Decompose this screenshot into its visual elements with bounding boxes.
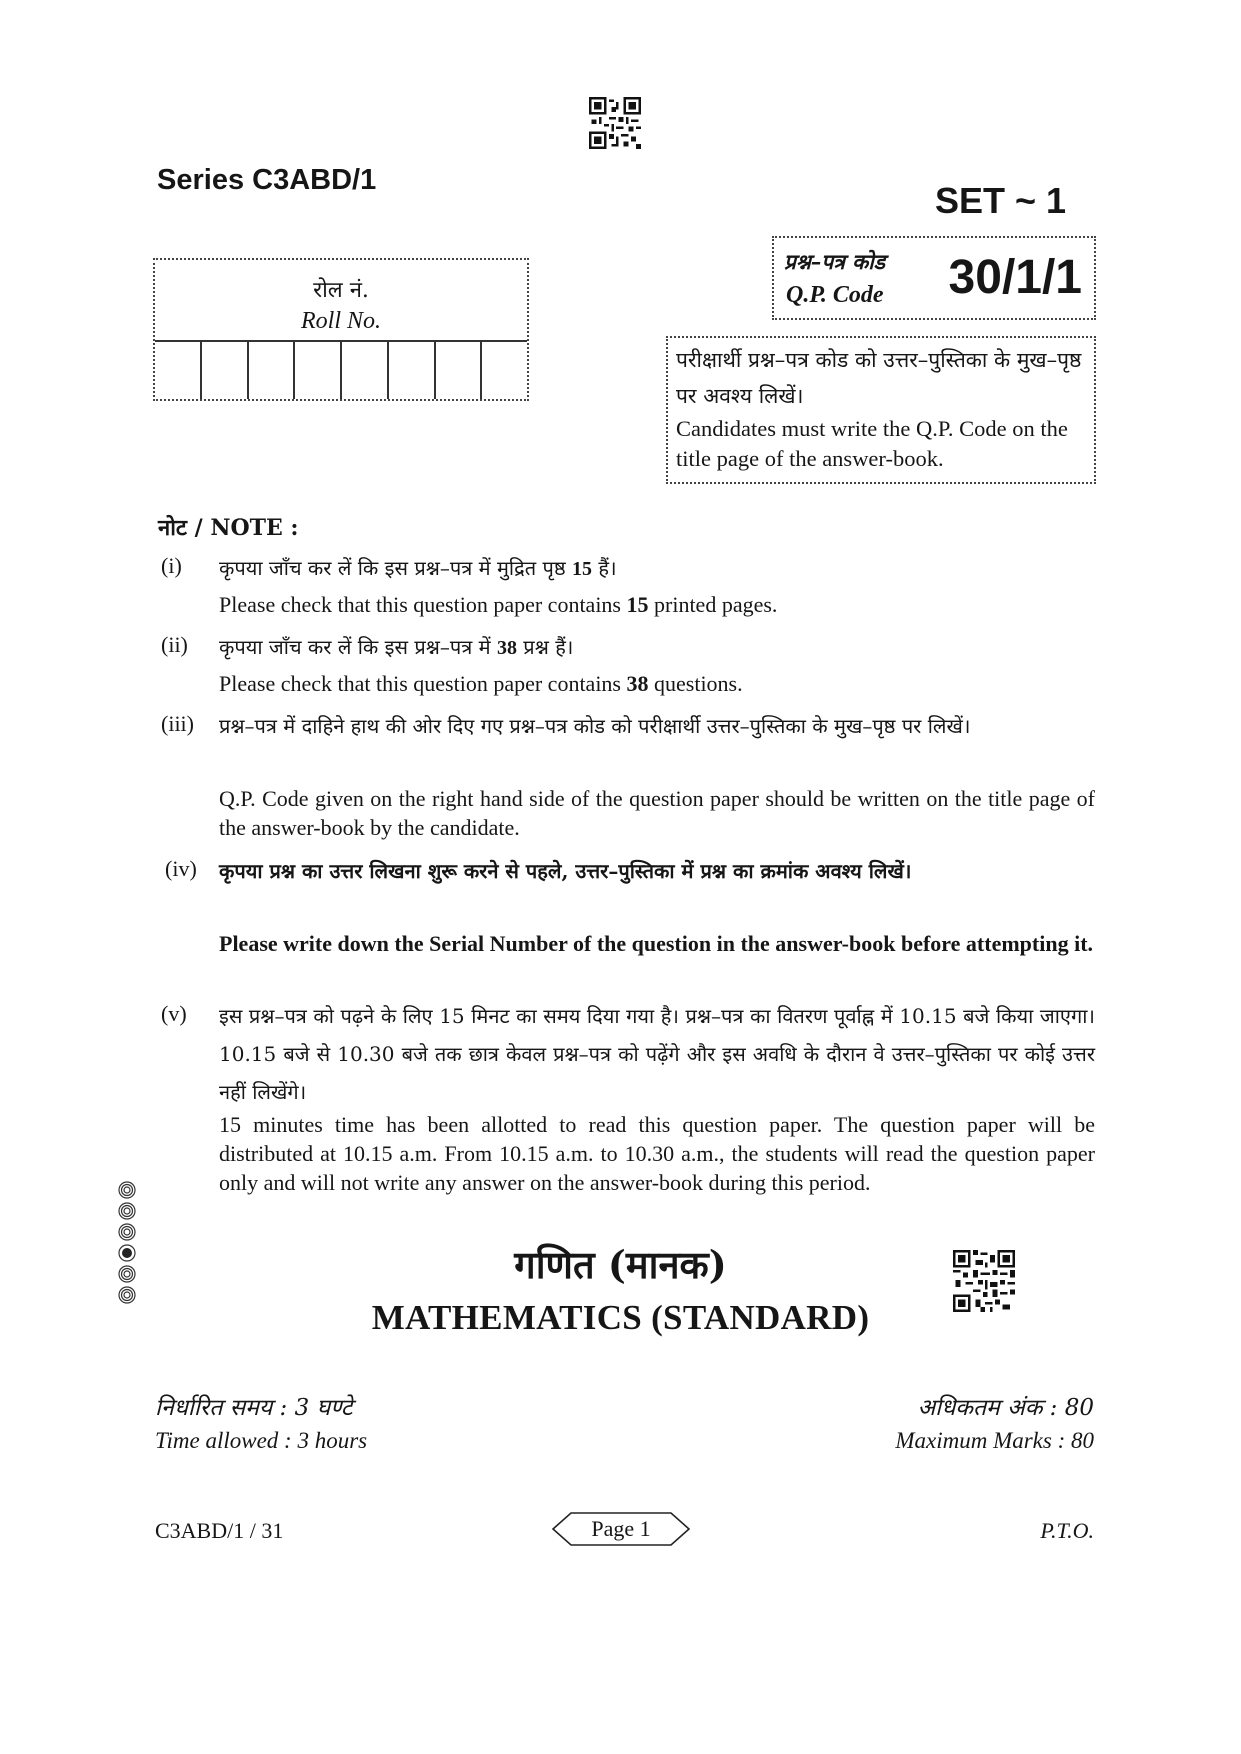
roll-cell[interactable] xyxy=(342,342,389,399)
spiral-icon xyxy=(118,1202,136,1220)
note-item-number: (ii) xyxy=(161,632,188,657)
note-item-hindi: कृपया जाँच कर लें कि इस प्रश्न–पत्र में 38 प्रश्न हैं। xyxy=(219,635,574,659)
set-label: SET ~ 1 xyxy=(935,180,1067,221)
note-item-english: 15 minutes time has been allotted to read this question paper. The question paper will be distributed at 10.15 a.m. From 10.15 a.m. to 10.30 a.m., the students will read the question paper only and will not write any answer on the answer-book during this period. xyxy=(219,1112,1095,1195)
qp-code-box xyxy=(772,236,1096,320)
qp-instruction-hindi: परीक्षार्थी प्रश्न–पत्र कोड को उत्तर–पुस्तिका के मुख–पृष्ठ पर अवश्य लिखें। xyxy=(676,348,1082,408)
note-item-english: Please write down the Serial Number of the question in the answer-book before attempting it. xyxy=(219,931,1094,956)
note-item-hindi: प्रश्न–पत्र में दाहिने हाथ की ओर दिए गए प्रश्न–पत्र कोड को परीक्षार्थी उत्तर–पुस्तिका के मुख–पृष्ठ पर लिखें। xyxy=(219,714,971,738)
spiral-icon xyxy=(118,1181,136,1199)
footer-paper-code: C3ABD/1 / 31 xyxy=(155,1518,284,1543)
qr-code-subject xyxy=(953,1250,1015,1312)
roll-cell[interactable] xyxy=(155,342,202,399)
roll-cell[interactable] xyxy=(482,342,527,399)
roll-label-english: Roll No. xyxy=(300,308,381,334)
note-item-number: (iv) xyxy=(165,856,197,881)
roll-cell[interactable] xyxy=(295,342,342,399)
roll-number-cells xyxy=(155,340,527,399)
qp-code-label-hindi: प्रश्न–पत्र कोड xyxy=(784,249,885,274)
note-item-hindi: इस प्रश्न–पत्र को पढ़ने के लिए 15 मिनट का समय दिया गया है। प्रश्न–पत्र का वितरण पूर्वाह्न में 10.15 बजे किया जाएगा। 10.15 बजे से 10.30 बजे तक छात्र केवल प्रश्न–पत्र को पढ़ेंगे और इस अवधि के दौरान वे उत्तर–पुस्तिका पर कोई उत्तर नहीं लिखेंगे। xyxy=(219,1004,1095,1104)
roll-label-hindi: रोल नं. xyxy=(313,278,369,303)
time-allowed-english: Time allowed : 3 hours xyxy=(155,1428,368,1453)
pto-label: P.T.O. xyxy=(1040,1518,1094,1543)
series-label: Series C3ABD/1 xyxy=(157,164,377,196)
qp-code-instruction-box xyxy=(666,336,1096,484)
page-number-tag xyxy=(551,1511,691,1547)
page-number-label: Page 1 xyxy=(591,1516,651,1541)
qr-code-top xyxy=(589,97,641,149)
qp-instruction-english: Candidates must write the Q.P. Code on the title page of the answer-book. xyxy=(676,416,1068,471)
subject-title-hindi: गणित (मानक) xyxy=(514,1242,727,1287)
note-item-hindi: कृपया जाँच कर लें कि इस प्रश्न–पत्र में मुद्रित पृष्ठ 15 हैं। xyxy=(219,556,617,580)
roll-cell[interactable] xyxy=(202,342,249,399)
note-item-english: Q.P. Code given on the right hand side of the question paper should be written on the title page of the answer-book by the candidate. xyxy=(219,786,1095,840)
note-heading: नोट / NOTE : xyxy=(158,515,299,541)
note-item-english: Please check that this question paper contains 38 questions. xyxy=(219,671,743,696)
maximum-marks-hindi: अधिकतम अंक : 80 xyxy=(917,1395,1094,1421)
note-item-number: (i) xyxy=(161,553,182,578)
qp-code-value: 30/1/1 xyxy=(948,251,1082,304)
roll-cell[interactable] xyxy=(436,342,483,399)
time-allowed-hindi: निर्धारित समय : 3 घण्टे xyxy=(155,1395,353,1421)
roll-cell[interactable] xyxy=(249,342,296,399)
note-item-number: (v) xyxy=(161,1001,187,1026)
subject-title-english: MATHEMATICS (STANDARD) xyxy=(371,1298,870,1337)
qp-code-label-english: Q.P. Code xyxy=(786,282,884,308)
note-item-hindi: कृपया प्रश्न का उत्तर लिखना शुरू करने से पहले, उत्तर–पुस्तिका में प्रश्न का क्रमांक अवश्य लिखें। xyxy=(219,859,912,883)
maximum-marks-english: Maximum Marks : 80 xyxy=(895,1428,1094,1453)
roll-number-box xyxy=(153,258,529,401)
note-item-number: (iii) xyxy=(161,711,194,736)
roll-cell[interactable] xyxy=(389,342,436,399)
note-item-english: Please check that this question paper contains 15 printed pages. xyxy=(219,592,778,617)
